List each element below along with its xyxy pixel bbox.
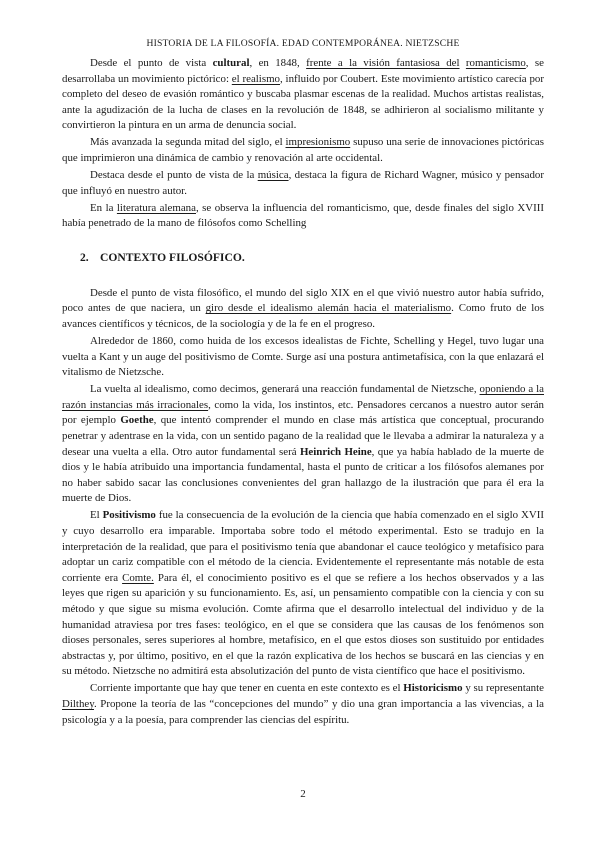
underlined-term-romanticismo: romanticismo xyxy=(465,57,526,69)
paragraph-literatura xyxy=(62,201,544,232)
underlined-term-dilthey: Dilthey xyxy=(62,698,94,711)
paragraph-musica xyxy=(62,168,544,199)
text-run: Para él, el conocimiento positivo es el que se refiere a los hechos observados y a las leyes que rigen su aparición y su funcionamiento. Es, así, un pensamiento compatible con la ciencia y con su método y que sigue su misma evolución. Comte afirma que el desarrollo intelectual del individuo y de la humanidad atraviesa por tres fases: teológico, en el que se considera que las causas de los fenómenos son dioses personales, seres superiores al hombre, metafísico, en el que estos dioses son sustituido por entidades abstractas y, por último, positivo, en el que la razón explicativa de los hechos se buscará en las ciencias y en su método. Nietzsche no admitirá esta absolutización del punto de vista científico que hace el positivismo. xyxy=(62,571,544,678)
text-run: , se desarrollaba un movimiento pictórico: xyxy=(62,57,544,85)
bold-term-positivismo: Positivismo xyxy=(102,509,156,522)
section-number: 2. xyxy=(80,251,89,265)
paragraph-1860: Alrededor de 1860, como huida de los excesos idealistas de Fichte, Schelling y Hegel, tuvo lugar una vuelta a Kant y un auge del positivismo de Comte. Surge así una postura antimetafísica, con la que enlazará el vitalismo de Nietzsche. xyxy=(62,334,544,379)
text-run: , en 1848, xyxy=(249,57,307,69)
bold-term-goethe: Goethe xyxy=(120,414,154,427)
underlined-phrase-irracionales: oponiendo a la razón instancias más irracionales xyxy=(62,383,544,411)
text-run: , se observa la influencia del romanticismo, que, desde finales del siglo XVIII había penetrado de la mano de filósofos como Schelling xyxy=(62,201,544,230)
underlined-phrase: frente a la visión fantasiosa del xyxy=(306,57,460,69)
running-header: HISTORIA DE LA FILOSOFÍA. EDAD CONTEMPORÁNEA. NIETZSCHE xyxy=(146,38,460,49)
text-run: , destaca la figura de Richard Wagner, músico y pensador que influyó en nuestro autor. xyxy=(62,169,544,197)
text-run: Desde el punto de vista filosófico, el mundo del siglo XIX en el que vivió nuestro autor había sufrido, poco antes de que naciera, un xyxy=(62,286,544,315)
document-body xyxy=(62,56,544,728)
paragraph-impresionismo xyxy=(62,135,544,166)
text-run: La vuelta al idealismo, como decimos, generará una reacción fundamental de Nietzsche, xyxy=(90,383,480,396)
text-run: Desde el punto de vista xyxy=(90,57,213,69)
text-run: , influido por Coubert. Este movimiento artístico carecía por completo del deseo de evasión romántico y buscaba plasmar escenas de la realidad. Muchos artistas realistas, ante la agudización de la lucha de clases en la revolución de 1848, se adhirieron al socialismo militante y convirtieron la pintura en un arma de denuncia social. xyxy=(62,72,544,132)
underlined-term-musica: música xyxy=(257,169,289,182)
text-run: . Propone la teoría de las “concepciones del mundo” y dio una gran importancia a las vivencias, a la psicología y a la poesía, para comprender las ciencias del espíritu. xyxy=(62,698,544,726)
text-run: , que ya había hablado de la muerte de dios y le había atribuido una importancia fundamental, hasta el punto de criticar a los filósofos alemanes por no haber sabido sacar las conclusiones convenientes del gran hallazgo de la ilustración que para él era la muerte de Dios. xyxy=(62,445,544,505)
paragraph-giro xyxy=(62,286,544,333)
underlined-phrase-giro: giro desde el idealismo alemán hacia el materialismo xyxy=(205,302,452,315)
text-run: Más avanzada la segunda mitad del siglo, el xyxy=(90,136,286,149)
text-run: fue la consecuencia de la evolución de la ciencia que había comenzado en el siglo XVII y cuyo desarrollo era imparable. Importaba sobre todo el método experimental. Esto se tradujo en la interpretación de la realidad, que para el positivismo tenía que abandonar el cauce teológico y metafísico para adoptar un cariz compatible con el método de la ciencia. Evidentemente el representante más notable de esta corriente era xyxy=(62,509,544,584)
text-run: Destaca desde el punto de vista de la xyxy=(90,169,258,182)
text-run: El xyxy=(90,509,103,522)
bold-term-historicismo: Historicismo xyxy=(403,682,463,695)
text-run: y su representante xyxy=(462,682,544,695)
section-heading xyxy=(80,250,544,266)
paragraph-positivismo xyxy=(62,508,544,680)
section-title: CONTEXTO FILOSÓFICO. xyxy=(100,251,245,265)
bold-term-cultural: cultural xyxy=(212,57,250,69)
text-run: En la xyxy=(90,201,117,214)
underlined-term-comte: Comte. xyxy=(122,571,154,584)
text-run: , como la vida, los instintos, etc. Pensadores cercanos a nuestro autor serán por ejemplo xyxy=(62,398,544,427)
text-run: Corriente importante que hay que tener en cuenta en este contexto es el xyxy=(90,682,404,695)
text-run: . Como fruto de los avances científicos y técnicos, de la sociología y de la fe en el progreso. xyxy=(62,302,544,330)
underlined-term-realismo: el realismo xyxy=(231,72,280,85)
paragraph-cultural xyxy=(62,56,544,134)
page-number: 2 xyxy=(300,788,306,800)
text-run: supuso una serie de innovaciones pictóricas que imprimieron una dinámica de cambio y renovación al arte occidental. xyxy=(62,136,545,165)
text-run: , que intentó comprender el mundo en clase más artística que conceptual, procurando penetrar y adentrase en la vida, con un sentido pagano de la realidad que le llevaba a admirar la naturaleza y a desear una vuelta a ella. Otro autor fundamental será xyxy=(62,414,545,458)
underlined-term-literatura: literatura alemana xyxy=(116,201,196,214)
underlined-term-impresionismo: impresionismo xyxy=(285,136,351,149)
paragraph-historicismo xyxy=(62,681,544,728)
paragraph-idealismo xyxy=(62,382,544,507)
bold-term-heine: Heinrich Heine xyxy=(299,445,372,458)
